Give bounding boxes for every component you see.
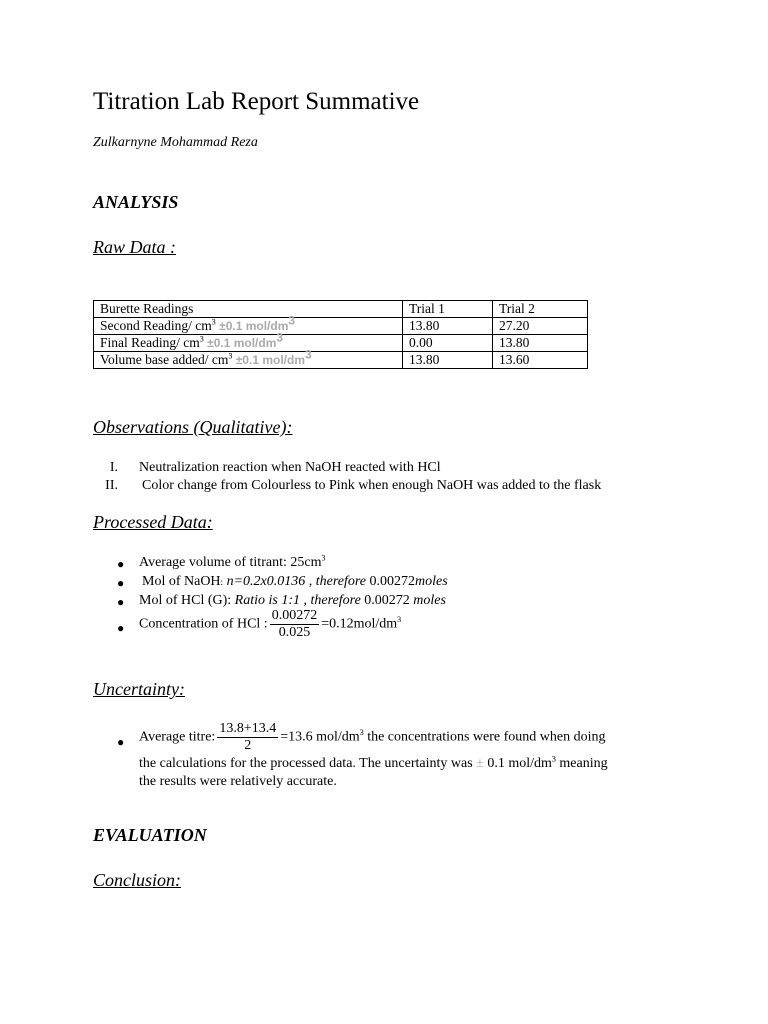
bullet-icon: ● xyxy=(117,735,125,749)
author-name: Zulkarnyne Mohammad Reza xyxy=(93,135,258,150)
uncertainty-label: ±0.1 mol/dm xyxy=(207,336,277,350)
table-cell: 13.80 xyxy=(403,318,493,335)
table-cell: 13.60 xyxy=(493,352,588,369)
table-cell: 13.80 xyxy=(493,335,588,352)
list-item: Mol of NaOH: n=0.2x0.0136 , therefore 0.00272moles xyxy=(142,574,448,589)
uncertainty-text: Average titre: $\frac{13.8+13.4}{2}$ =13.6 mol/$dm^3$ the concentrations were found when doing xyxy=(139,721,606,753)
bullet-icon: ● xyxy=(117,557,125,571)
table-header-cell: Trial 2 xyxy=(493,301,588,318)
uncertainty-text: the results were relatively accurate. xyxy=(139,774,337,789)
fraction: $\frac{0.00272}{0.025}$ xyxy=(271,608,318,640)
table-header-cell: Burette Readings xyxy=(94,301,403,318)
uncertainty-heading: Uncertainty: xyxy=(93,679,185,699)
fraction: $\frac{13.8+13.4}{2}$ xyxy=(219,721,277,753)
list-item: Concentration of HCl : $\frac{0.00272}{0.025}$ $=0.12mol/dm^3$ xyxy=(139,608,402,640)
bullet-icon: ● xyxy=(117,595,125,609)
list-item: Mol of HCl (G): Ratio is 1:1 , therefore 0.00272 moles xyxy=(139,593,446,608)
uncertainty-label: ±0.1 mol/dm xyxy=(219,319,289,333)
analysis-heading: ANALYSIS xyxy=(93,192,179,212)
raw-data-heading: Raw Data : xyxy=(93,237,176,257)
bullet-icon: ● xyxy=(117,621,125,635)
evaluation-heading: EVALUATION xyxy=(93,825,207,845)
conclusion-heading: Conclusion: xyxy=(93,870,181,890)
observations-heading: Observations (Qualitative): xyxy=(93,417,293,437)
uncertainty-text: the calculations for the processed data. The uncertainty was ± 0.1 mol/$dm^3$ meaning xyxy=(139,754,608,771)
table-cell-label: Final Reading/ $cm^3 \pm 0.1$ mol/$dm^3$ xyxy=(94,335,403,352)
raw-data-table xyxy=(93,300,588,369)
processed-data-heading: Processed Data: xyxy=(93,512,213,532)
table-row xyxy=(94,318,588,335)
table-cell: 13.80 xyxy=(403,352,493,369)
list-item: Average volume of titrant: $25cm^3$ xyxy=(139,553,326,570)
table-header-row xyxy=(94,301,588,318)
uncertainty-label: ±0.1 mol/dm xyxy=(235,353,305,367)
table-row xyxy=(94,335,588,352)
table-cell: 0.00 xyxy=(403,335,493,352)
table-header-cell: Trial 1 xyxy=(403,301,493,318)
document-title: Titration Lab Report Summative xyxy=(93,88,420,115)
bullet-icon: ● xyxy=(117,576,125,590)
table-row xyxy=(94,352,588,369)
table-cell: 27.20 xyxy=(493,318,588,335)
table-cell-label: Second Reading/ $cm^3 \pm 0.1$ mol/$dm^3$ xyxy=(94,318,403,335)
table-cell-label: Volume base added/ $cm^3 \pm 0.1$ mol/$dm^3$ xyxy=(94,352,403,369)
